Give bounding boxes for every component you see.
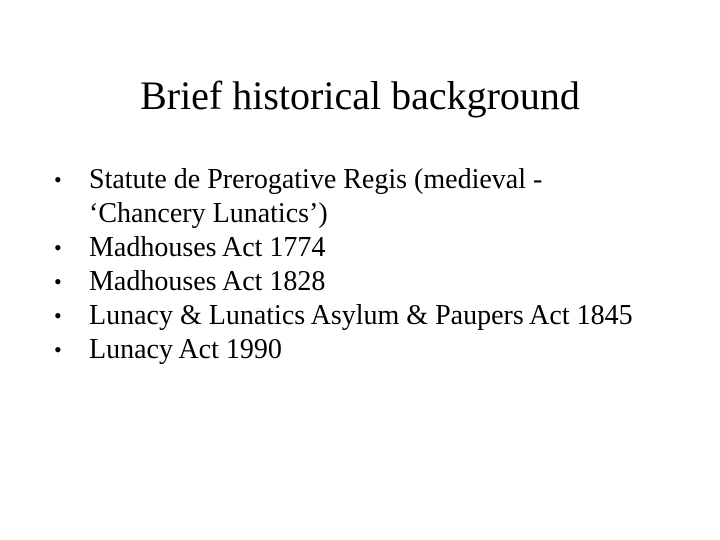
list-item bbox=[54, 265, 654, 299]
bullet-text: Madhouses Act 1774 bbox=[89, 232, 326, 263]
bullet-text: Statute de Prerogative Regis (medieval - ‘Chancery Lunatics’) bbox=[89, 164, 543, 229]
bullet-dot-icon: • bbox=[54, 269, 62, 294]
list-item bbox=[54, 299, 654, 333]
bullet-text: Lunacy & Lunatics Asylum & Paupers Act 1845 bbox=[89, 300, 633, 331]
list-item bbox=[54, 231, 654, 265]
bullet-list bbox=[54, 163, 654, 367]
bullet-text: Madhouses Act 1828 bbox=[89, 266, 326, 297]
slide-title: Brief historical background bbox=[140, 73, 580, 118]
bullet-dot-icon: • bbox=[54, 337, 62, 362]
list-item bbox=[54, 333, 654, 367]
bullet-dot-icon: • bbox=[54, 303, 62, 328]
bullet-dot-icon: • bbox=[54, 235, 62, 260]
bullet-text: Lunacy Act 1990 bbox=[89, 334, 282, 365]
bullet-dot-icon: • bbox=[54, 167, 62, 192]
list-item bbox=[54, 163, 654, 231]
